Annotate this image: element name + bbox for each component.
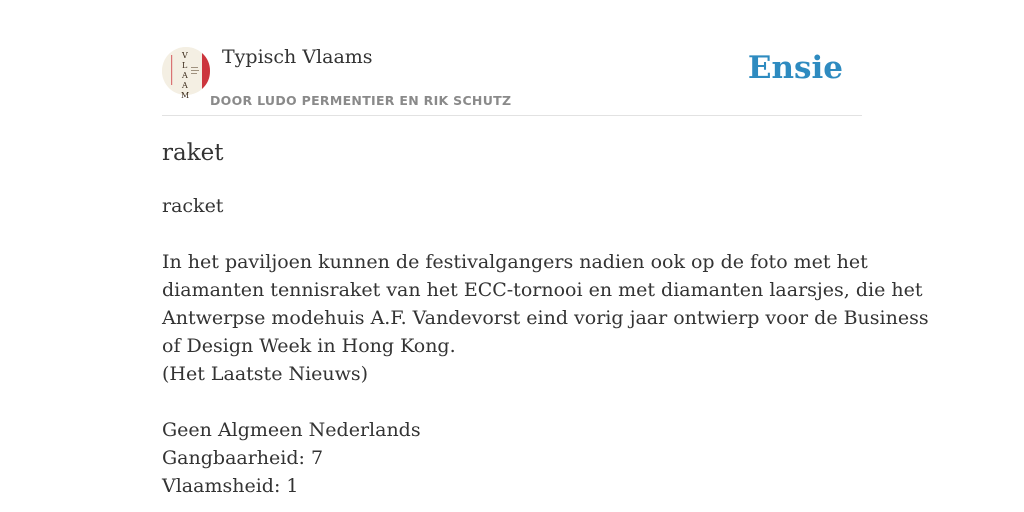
dictionary-header xyxy=(162,0,862,116)
example-line: of Design Week in Hong Kong. xyxy=(162,335,456,357)
meta-an: Geen Algmeen Nederlands xyxy=(162,419,421,441)
ensie-brand-logo[interactable]: Ensie xyxy=(747,50,843,86)
example-line: Antwerpse modehuis A.F. Vandevorst eind vorig jaar ontwierp voor de Business xyxy=(162,307,929,329)
example-line: diamanten tennisraket van het ECC-tornooi en met diamanten laarsjes, die het xyxy=(162,279,923,301)
svg-text:A: A xyxy=(182,71,188,80)
example-line: In het paviljoen kunnen de festivalgangers nadien ook op de foto met het xyxy=(162,251,868,273)
dictionary-authors: DOOR LUDO PERMENTIER EN RIK SCHUTZ xyxy=(210,93,512,108)
entry-body xyxy=(162,192,929,500)
entry-definition: racket xyxy=(162,195,224,217)
dictionary-title[interactable]: Typisch Vlaams xyxy=(222,46,373,68)
meta-gangbaarheid: Gangbaarheid: 7 xyxy=(162,447,324,469)
spacer xyxy=(162,220,862,248)
svg-text:L: L xyxy=(182,61,188,70)
entry-word: raket xyxy=(162,140,224,166)
svg-text:A: A xyxy=(182,81,188,90)
svg-text:V: V xyxy=(182,51,188,60)
entry-card xyxy=(162,0,929,512)
spacer xyxy=(162,388,862,416)
example-source: (Het Laatste Nieuws) xyxy=(162,363,369,385)
typisch-vlaams-logo-icon[interactable] xyxy=(162,47,210,100)
svg-text:M: M xyxy=(181,91,190,100)
meta-vlaamsheid: Vlaamsheid: 1 xyxy=(162,475,299,497)
